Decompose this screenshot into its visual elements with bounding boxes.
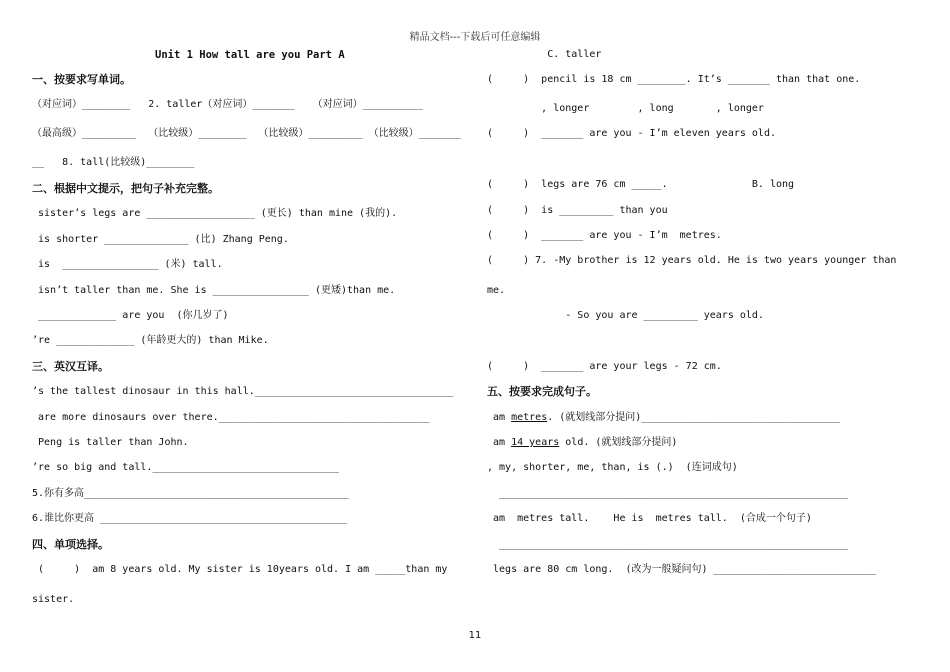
choice-line: ( ) is _________ than you: [487, 205, 668, 216]
section-2-line: is ________________ (米) tall.: [32, 259, 223, 270]
choice-line: ( ) pencil is 18 cm ________. It’s _______ than that one.: [487, 74, 861, 85]
section-3-heading: 三、英汉互译。: [32, 360, 109, 373]
choice-line: C. taller: [487, 49, 602, 60]
underlined-text: 14 years: [511, 437, 560, 448]
page-number: 11: [468, 630, 482, 641]
section-2-heading: 二、根据中文提示，把句子补充完整。: [32, 182, 219, 195]
worksheet-title: Unit 1 How tall are you Part A: [155, 49, 345, 61]
text-segment: . (就划线部分提问)_________________________________: [547, 412, 840, 423]
section-5-line: legs are 80 cm long. (改为一般疑问句) ___________________________: [487, 564, 877, 575]
section-3-line: are more dinosaurs over there.___________________________________: [32, 412, 430, 423]
section-3-line: ’re so big and tall._______________________________: [32, 462, 340, 473]
section-4-heading: 四、单项选择。: [32, 538, 109, 551]
section-5-line: __________________________________________________________: [487, 488, 849, 499]
text-segment: am: [487, 412, 512, 423]
page-header: 精品文档---下载后可任意编辑: [409, 32, 541, 43]
underlined-text: metres: [511, 412, 548, 423]
choice-line: ( ) 7. -My brother is 12 years old. He is two years younger than: [487, 255, 897, 266]
choice-line: ( ) _______ are you - I’m metres.: [487, 230, 722, 241]
text-segment: am: [487, 437, 512, 448]
section-2-line: sister’s legs are __________________ (更长) than mine (我的).: [32, 208, 398, 219]
section-1-line: __ 8. tall(比较级)________: [32, 157, 195, 168]
section-5-line: [487, 436, 677, 450]
choice-line: , longer , long , longer: [487, 103, 764, 114]
section-3-line: 5.你有多高____________________________________________: [32, 488, 349, 499]
section-2-line: is shorter ______________ (比) Zhang Peng.: [32, 234, 289, 245]
section-4-line: ( ) am 8 years old. My sister is 10years old. I am _____than my: [32, 564, 448, 575]
section-5-line: , my, shorter, me, than, is (.) (连词成句): [487, 462, 738, 473]
section-1-heading: 一、按要求写单词。: [32, 73, 131, 86]
section-1-line: （对应词）________ 2. taller（对应词）_______ （对应词）__________: [32, 99, 423, 110]
section-2-line: isn’t taller than me. She is ________________ (更矮)than me.: [32, 285, 396, 296]
section-3-line: ’s the tallest dinosaur in this hall._________________________________: [32, 386, 454, 397]
section-1-line: （最高级）_________ （比较级）________ （比较级）_________ （比较级）_______: [32, 128, 461, 139]
choice-line: - So you are _________ years old.: [487, 310, 764, 321]
section-5-line: __________________________________________________________: [487, 539, 849, 550]
section-3-line: Peng is taller than John.: [32, 437, 189, 448]
choice-line: ( ) _______ are your legs - 72 cm.: [487, 361, 722, 372]
section-2-line: _____________ are you (你几岁了): [32, 310, 229, 321]
section-3-line: 6.谁比你更高 _________________________________________: [32, 513, 347, 524]
choice-line: me.: [487, 285, 506, 296]
section-2-line: ’re _____________ (年龄更大的) than Mike.: [32, 335, 269, 346]
section-4-line: sister.: [32, 594, 75, 605]
section-5-line: am metres tall. He is metres tall. (合成一个句子): [487, 513, 812, 524]
text-segment: old. (就划线部分提问): [559, 437, 678, 448]
section-5-heading: 五、按要求完成句子。: [487, 385, 597, 398]
choice-line: ( ) _______ are you - I’m eleven years old.: [487, 128, 776, 139]
choice-line: ( ) legs are 76 cm _____. B. long: [487, 179, 795, 190]
section-5-line: [487, 411, 840, 425]
